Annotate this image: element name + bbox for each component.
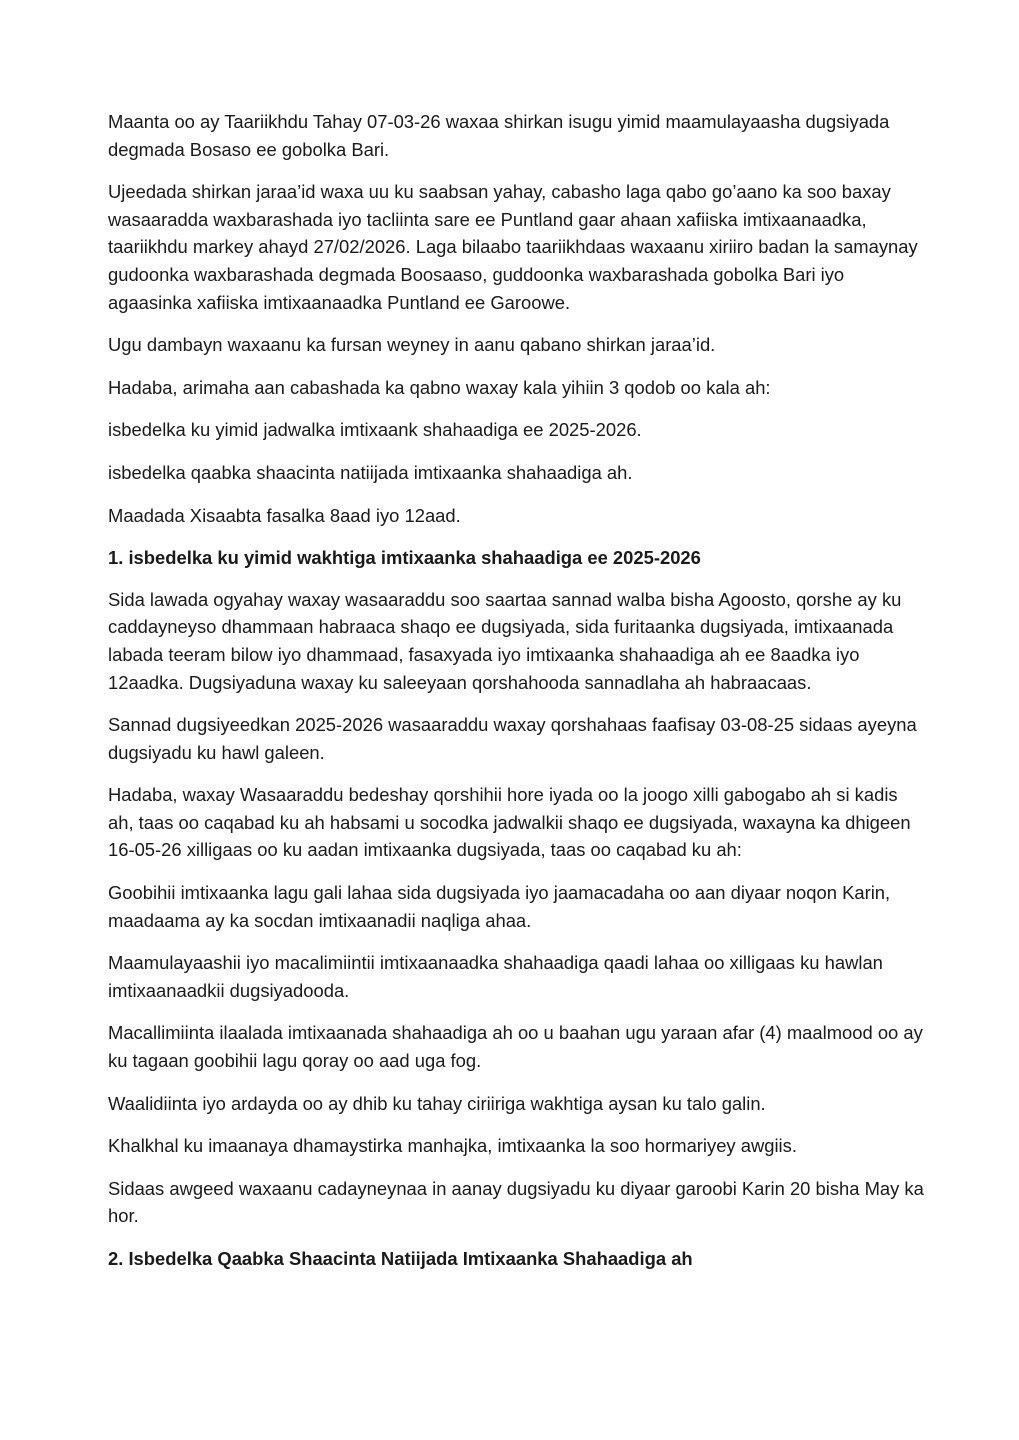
paragraph-conclusion: Ugu dambayn waxaanu ka fursan weyney in aanu qabano shirkan jaraa’id. <box>108 334 716 356</box>
section-heading-1: 1. isbedelka ku yimid wakhtiga imtixaanka shahaadiga ee 2025-2026 <box>108 547 701 569</box>
paragraph-issue-invigilators: Macallimiinta ilaalada imtixaanada shahaadiga ah oo u baahan ugu yaraan afar (4) maalmood oo ay ku tagaan goobihii lagu qoray oo aad uga fog. <box>108 1022 923 1072</box>
paragraph-point-3: Maadada Xisaabta fasalka 8aad iyo 12aad. <box>108 504 461 526</box>
paragraph-annual-plan: Sida lawada ogyahay waxay wasaaraddu soo saartaa sannad walba bisha Agoosto, qorshe ay ku caddayneyso dhammaan habraaca shaqo ee dugsiyada, sida furitaanka dugsiyada, imtixaanada labada teeram bilow iyo dhammaad, fasaxyada iyo imtixaanka shahaadiga ah ee 8aadka iyo 12aadka. Dugsiyaduna waxay ku saleeyaan qorshahooda sannadlaha ah habraacaas. <box>108 588 902 693</box>
paragraph-issue-staff: Maamulayaashii iyo macalimiintii imtixaanaadka shahaadiga qaadi lahaa oo xilligaas ku hawlan imtixaanaadkii dugsiyadooda. <box>108 952 883 1001</box>
section-heading-2: 2. Isbedelka Qaabka Shaacinta Natiijada Imtixaanka Shahaadiga ah <box>108 1248 693 1269</box>
document-page <box>108 108 928 1287</box>
paragraph-plan-published: Sannad dugsiyeedkan 2025-2026 wasaaraddu waxay qorshahaas faafisay 03-08-25 sidaas ayeyna dugsiyadu ku hawl galeen. <box>108 714 917 763</box>
paragraph-complaints-intro: Hadaba, arimaha aan cabashada ka qabno waxay kala yihiin 3 qodob oo kala ah: <box>108 376 771 398</box>
paragraph-meeting-date: Maanta oo ay Taariikhdu Tahay 07-03-26 waxaa shirkan isugu yimid maamulayaasha dugsiyada degmada Bosaso ee gobolka Bari. <box>108 111 890 160</box>
paragraph-section-1-conclusion: Sidaas awgeed waxaanu cadayneynaa in aanay dugsiyadu ku diyaar garoobi Karin 20 bisha May ka hor. <box>108 1177 924 1227</box>
paragraph-issue-parents: Waalidiinta iyo ardayda oo ay dhib ku tahay ciriiriga wakhtiga aysan ku talo galin. <box>108 1092 766 1114</box>
paragraph-point-2: isbedelka qaabka shaacinta natiijada imtixaanka shahaadiga ah. <box>108 461 633 483</box>
paragraph-issue-venues: Goobihii imtixaanka lagu gali lahaa sida dugsiyada iyo jaamacadaha oo aan diyaar noqon Karin, maadaama ay ka socdan imtixaanadii naqliga ahaa. <box>108 882 891 931</box>
paragraph-purpose: Ujeedada shirkan jaraa’id waxa uu ku saabsan yahay, cabasho laga qabo go’aano ka soo baxay wasaaradda waxbarashada iyo tacliinta sare ee Puntland gaar ahaan xafiiska imtixaanaadka, taariikhdu markey ahayd 27/02/2026. Laga bilaabo taariikhdaas waxaanu xiriiro badan la samaynay gudoonka waxbarashada degmada Boosaaso, guddoonka waxbarashada gobolka Bari iyo agaasinka xafiiska imtixaanaadka Puntland ee Garoowe. <box>108 181 918 313</box>
paragraph-plan-changed: Hadaba, waxay Wasaaraddu bedeshay qorshihii hore iyada oo la joogo xilli gabogabo ah si kadis ah, taas oo caqabad ku ah habsami u socodka jadwalkii shaqo ee dugsiyada, waxayna ka dhigeen 16-05-26 xilligaas oo ku aadan imtixaanka dugsiyada, taas oo caqabad ku ah: <box>108 784 911 861</box>
paragraph-issue-curriculum: Khalkhal ku imaanaya dhamaystirka manhajka, imtixaanka la soo hormariyey awgiis. <box>108 1135 797 1157</box>
paragraph-point-1: isbedelka ku yimid jadwalka imtixaank shahaadiga ee 2025-2026. <box>108 419 642 441</box>
